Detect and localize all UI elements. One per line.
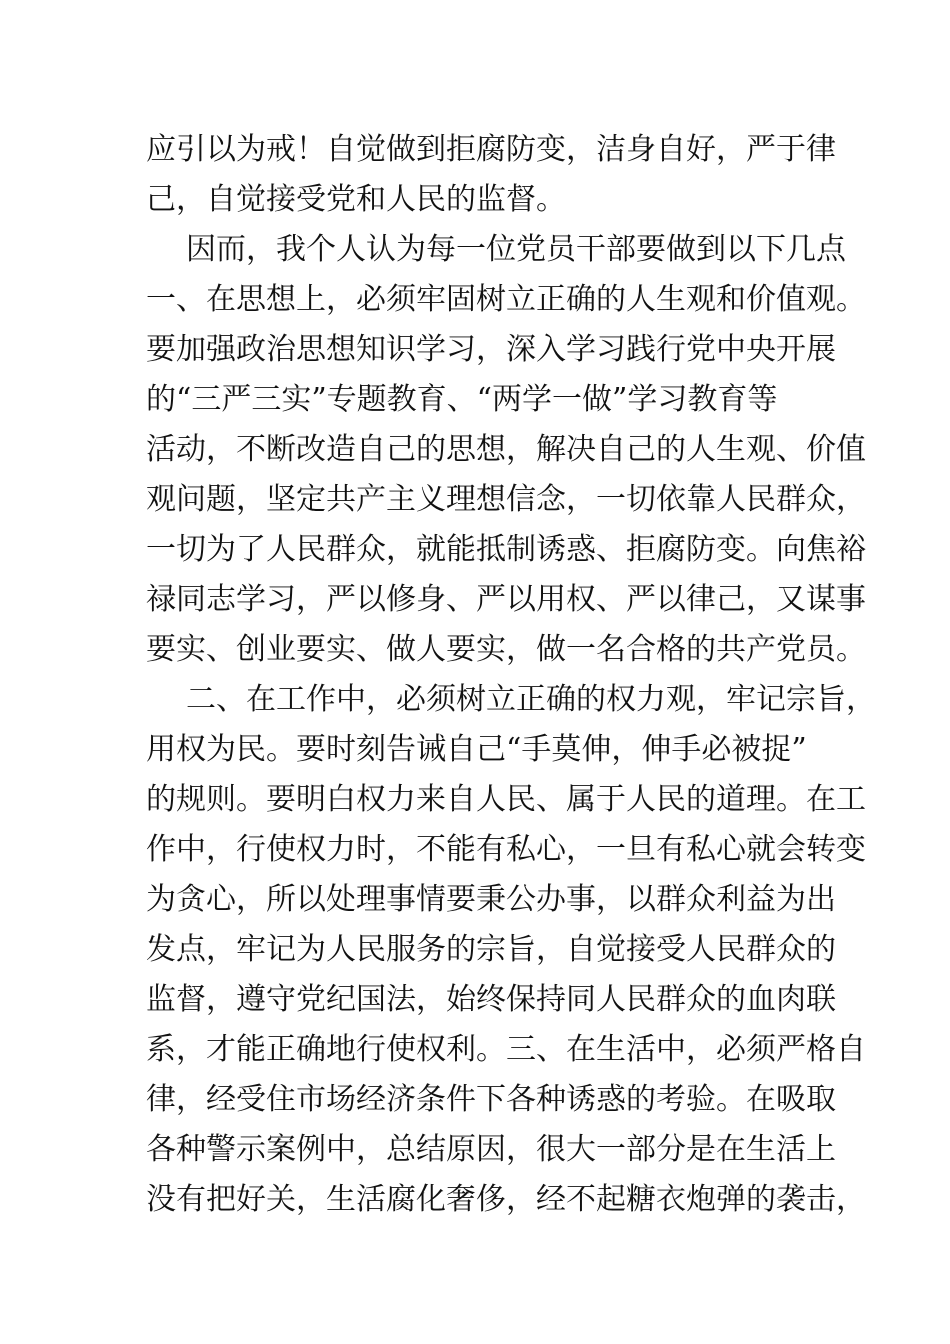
text-line: 监督，遵守党纪国法，始终保持同人民群众的血肉联 bbox=[146, 982, 836, 1017]
text-line: 禄同志学习，严以修身、严以用权、严以律己，又谋事 bbox=[146, 582, 866, 617]
text-line: 律，经受住市场经济条件下各种诱惑的考验。在吸取 bbox=[146, 1082, 836, 1117]
text-line: 己，自觉接受党和人民的监督。 bbox=[146, 182, 566, 217]
text-line: 各种警示案例中，总结原因，很大一部分是在生活上 bbox=[146, 1132, 836, 1167]
text-line: 没有把好关，生活腐化奢侈，经不起糖衣炮弹的袭击， bbox=[146, 1182, 866, 1217]
text-line: 要加强政治思想知识学习，深入学习践行党中央开展 bbox=[146, 332, 836, 367]
text-line: 一切为了人民群众，就能抵制诱惑、拒腐防变。向焦裕 bbox=[146, 532, 866, 567]
paragraph-start-line: 因而，我个人认为每一位党员干部要做到以下几点 bbox=[186, 232, 846, 267]
paragraph-start-line: 二、在工作中，必须树立正确的权力观，牢记宗旨， bbox=[186, 682, 876, 717]
text-line: 发点，牢记为人民服务的宗旨，自觉接受人民群众的 bbox=[146, 932, 836, 967]
text-line: 活动，不断改造自己的思想，解决自己的人生观、价值 bbox=[146, 432, 866, 467]
text-line: 用权为民。要时刻告诫自己“手莫伸，伸手必被捉” bbox=[146, 732, 807, 767]
text-line: 一、在思想上，必须牢固树立正确的人生观和价值观。 bbox=[146, 282, 866, 317]
text-line: 为贪心，所以处理事情要秉公办事，以群众利益为出 bbox=[146, 882, 836, 917]
text-line: 系，才能正确地行使权利。三、在生活中，必须严格自 bbox=[146, 1032, 866, 1067]
text-line: 作中，行使权力时，不能有私心，一旦有私心就会转变 bbox=[146, 832, 866, 867]
text-line: 应引以为戒！自觉做到拒腐防变，洁身自好，严于律 bbox=[146, 132, 836, 167]
text-line: 观问题，坚定共产主义理想信念，一切依靠人民群众， bbox=[146, 482, 866, 517]
text-line: 的“三严三实”专题教育、“两学一做”学习教育等 bbox=[146, 382, 778, 417]
text-line: 的规则。要明白权力来自人民、属于人民的道理。在工 bbox=[146, 782, 866, 817]
text-line: 要实、创业要实、做人要实，做一名合格的共产党员。 bbox=[146, 632, 866, 667]
